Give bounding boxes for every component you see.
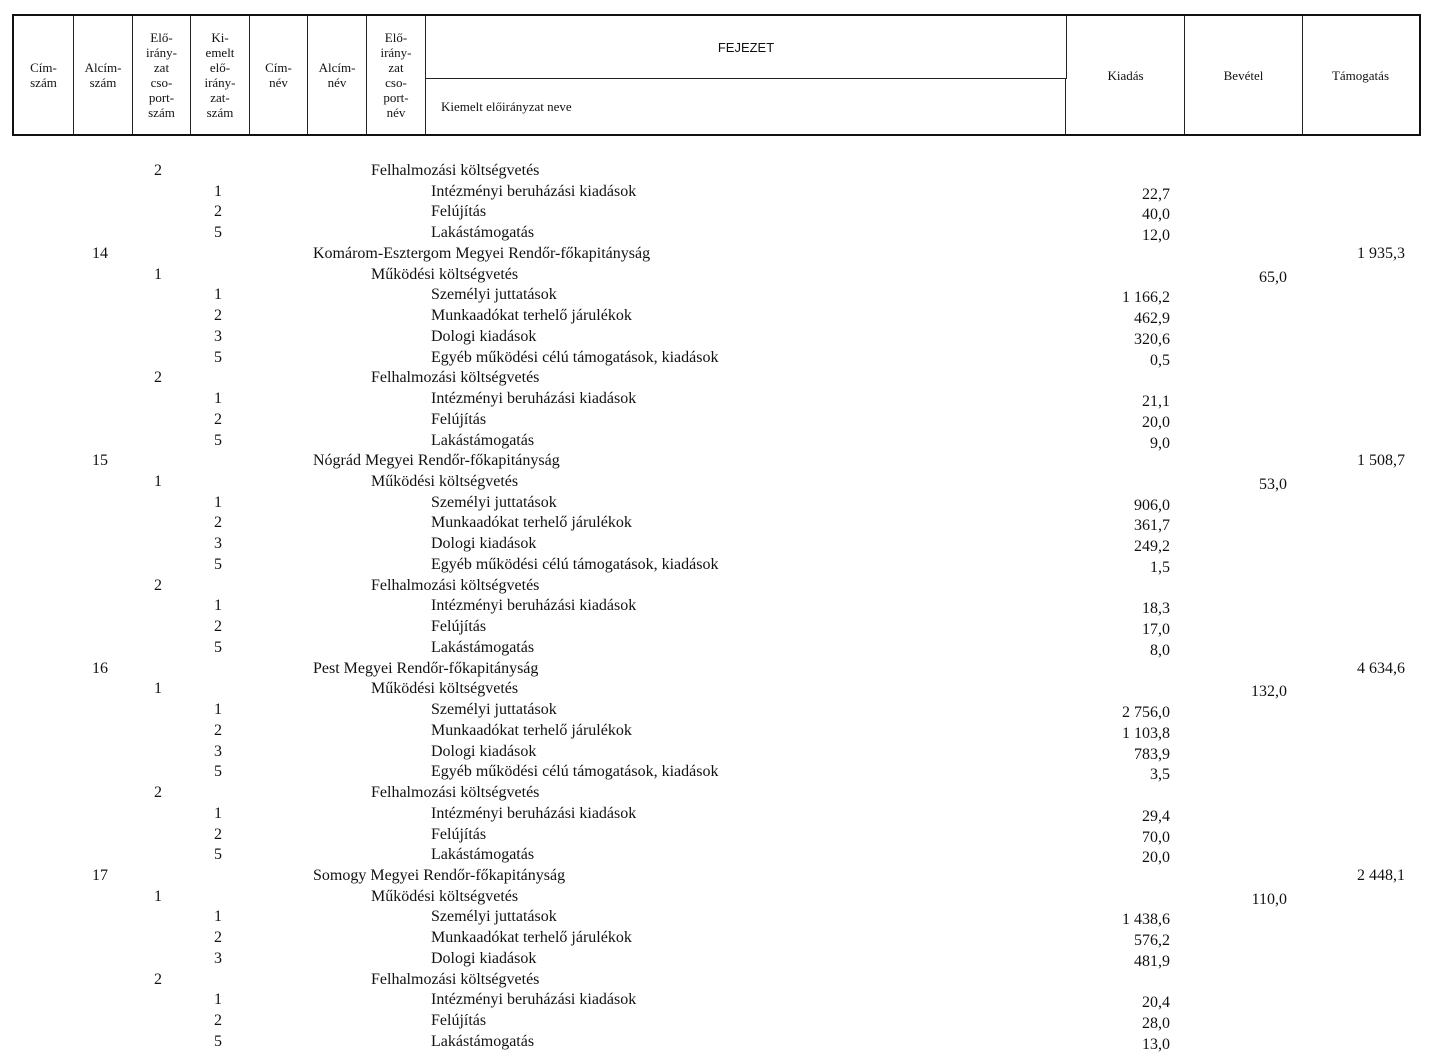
kiemelt-eloiranyzat-neve-cell: Felújítás xyxy=(431,618,487,636)
kiemelt-eloiranyzatszam-cell: 3 xyxy=(214,742,222,760)
bevetel-cell: 53,0 xyxy=(1259,476,1287,494)
kiemelt-eloiranyzatszam-cell: 2 xyxy=(214,721,222,739)
header-bevetel: Bevétel xyxy=(1185,16,1303,134)
table-row xyxy=(0,700,1430,721)
kiadas-cell: 462,9 xyxy=(1134,310,1170,328)
kiadas-cell: 9,0 xyxy=(1150,434,1170,452)
table-row xyxy=(0,493,1430,514)
table-row xyxy=(0,949,1430,970)
kiemelt-eloiranyzatszam-cell: 2 xyxy=(214,929,222,947)
kiemelt-eloiranyzat-neve-cell: Munkaadókat terhelő járulékok xyxy=(431,514,632,532)
kiadas-cell: 20,0 xyxy=(1142,413,1170,431)
kiemelt-eloiranyzat-neve-cell: Személyi juttatások xyxy=(431,908,557,926)
header-cimnev: Cím- név xyxy=(250,16,308,134)
alcimszam-cell: 2 xyxy=(154,162,162,179)
cimszam-cell: 14 xyxy=(92,244,108,262)
kiadas-cell: 12,0 xyxy=(1142,227,1170,245)
kiemelt-eloiranyzatszam-cell: 1 xyxy=(214,493,222,511)
table-row xyxy=(0,928,1430,949)
alcimszam-cell: 1 xyxy=(154,887,162,905)
kiemelt-eloiranyzatszam-cell: 3 xyxy=(214,327,222,345)
kiemelt-eloiranyzatszam-cell: 2 xyxy=(214,307,222,325)
kiadas-cell: 20,0 xyxy=(1142,849,1170,867)
table-row xyxy=(0,845,1430,866)
kiemelt-eloiranyzat-neve-cell: Felújítás xyxy=(431,1012,487,1030)
kiemelt-eloiranyzat-neve-cell: Lakástámogatás xyxy=(431,638,535,656)
eloiranyzat-csoportnev-cell: Működési költségvetés xyxy=(371,473,519,491)
kiadas-cell: 29,4 xyxy=(1142,807,1170,825)
kiadas-cell: 1 166,2 xyxy=(1122,289,1170,307)
kiadas-cell: 249,2 xyxy=(1134,538,1170,556)
kiadas-cell: 361,7 xyxy=(1134,517,1170,535)
table-row xyxy=(0,431,1430,452)
kiadas-cell: 783,9 xyxy=(1134,745,1170,763)
table-row xyxy=(0,783,1430,804)
tamogatas-cell: 2 448,1 xyxy=(1357,866,1405,884)
kiemelt-eloiranyzatszam-cell: 5 xyxy=(214,224,222,242)
kiemelt-eloiranyzatszam-cell: 1 xyxy=(214,804,222,822)
kiemelt-eloiranyzatszam-cell: 2 xyxy=(214,825,222,843)
kiemelt-eloiranyzatszam-cell: 1 xyxy=(214,286,222,304)
table-row xyxy=(0,887,1430,908)
table-row xyxy=(0,907,1430,928)
eloiranyzat-csoportnev-cell: Felhalmozási költségvetés xyxy=(371,784,540,802)
kiemelt-eloiranyzatszam-cell: 1 xyxy=(214,991,222,1009)
header-alcimszam: Alcím- szám xyxy=(74,16,133,134)
kiemelt-eloiranyzatszam-cell: 1 xyxy=(214,701,222,719)
kiadas-cell: 1 103,8 xyxy=(1122,724,1170,742)
table-row xyxy=(0,368,1430,389)
kiemelt-eloiranyzat-neve-cell: Munkaadókat terhelő járulékok xyxy=(431,307,632,325)
table-row xyxy=(0,762,1430,783)
kiadas-cell: 70,0 xyxy=(1142,828,1170,846)
kiemelt-eloiranyzatszam-cell: 2 xyxy=(214,514,222,532)
kiemelt-eloiranyzatszam-cell: 2 xyxy=(214,618,222,636)
table-row xyxy=(0,285,1430,306)
header-kiadas: Kiadás xyxy=(1067,16,1185,134)
table-header xyxy=(12,14,1421,136)
cimszam-cell: 16 xyxy=(92,659,108,677)
kiemelt-eloiranyzat-neve-cell: Dologi kiadások xyxy=(431,327,537,345)
kiadas-cell: 28,0 xyxy=(1142,1015,1170,1033)
cimnev-cell: Nógrád Megyei Rendőr-főkapitányság xyxy=(313,452,560,470)
kiemelt-eloiranyzat-neve-cell: Egyéb működési célú támogatások, kiadások xyxy=(431,555,719,573)
kiemelt-eloiranyzatszam-cell: 5 xyxy=(214,1032,222,1050)
kiemelt-eloiranyzat-neve-cell: Intézményi beruházási kiadások xyxy=(431,991,637,1009)
table-row xyxy=(0,513,1430,534)
table-row xyxy=(0,596,1430,617)
alcimszam-cell: 2 xyxy=(154,970,162,988)
table-row xyxy=(0,742,1430,763)
cimszam-cell: 17 xyxy=(92,866,108,884)
kiadas-cell: 906,0 xyxy=(1134,496,1170,514)
eloiranyzat-csoportnev-cell: Felhalmozási költségvetés xyxy=(371,162,540,179)
eloiranyzat-csoportnev-cell: Felhalmozási költségvetés xyxy=(371,369,540,387)
tamogatas-cell: 1 935,3 xyxy=(1357,244,1405,262)
kiadas-cell: 13,0 xyxy=(1142,1035,1170,1053)
kiemelt-eloiranyzat-neve-cell: Intézményi beruházási kiadások xyxy=(431,390,637,408)
table-row xyxy=(0,721,1430,742)
kiemelt-eloiranyzatszam-cell: 5 xyxy=(214,431,222,449)
kiemelt-eloiranyzat-neve-cell: Dologi kiadások xyxy=(431,742,537,760)
kiemelt-eloiranyzat-neve-cell: Lakástámogatás xyxy=(431,431,535,449)
kiemelt-eloiranyzat-neve-cell: Felújítás xyxy=(431,203,487,221)
table-row xyxy=(0,534,1430,555)
header-tamogatas: Támogatás xyxy=(1331,67,1390,83)
kiadas-cell: 20,4 xyxy=(1142,994,1170,1012)
kiadas-cell: 17,0 xyxy=(1142,621,1170,639)
table-row xyxy=(0,389,1430,410)
table-row xyxy=(0,306,1430,327)
kiadas-cell: 2 756,0 xyxy=(1122,704,1170,722)
kiemelt-eloiranyzat-neve-cell: Munkaadókat terhelő járulékok xyxy=(431,721,632,739)
table-row xyxy=(0,1011,1430,1032)
kiadas-cell: 320,6 xyxy=(1134,330,1170,348)
table-row xyxy=(0,576,1430,597)
alcimszam-cell: 1 xyxy=(154,473,162,491)
alcimszam-cell: 2 xyxy=(154,369,162,387)
cimnev-cell: Komárom-Esztergom Megyei Rendőr-főkapitányság xyxy=(313,244,651,262)
kiemelt-eloiranyzatszam-cell: 5 xyxy=(214,846,222,864)
table-row xyxy=(0,472,1430,493)
bevetel-cell: 132,0 xyxy=(1251,683,1287,701)
table-row xyxy=(0,348,1430,369)
table-body xyxy=(0,161,1430,1053)
table-row xyxy=(0,410,1430,431)
table-row xyxy=(0,202,1430,223)
kiemelt-eloiranyzatszam-cell: 2 xyxy=(214,410,222,428)
eloiranyzat-csoportnev-cell: Felhalmozási költségvetés xyxy=(371,576,540,594)
kiemelt-eloiranyzatszam-cell: 5 xyxy=(214,348,222,366)
kiemelt-eloiranyzat-neve-cell: Egyéb működési célú támogatások, kiadások xyxy=(431,348,719,366)
table-row xyxy=(0,555,1430,576)
kiadas-cell: 1,5 xyxy=(1150,558,1170,576)
cimnev-cell: Somogy Megyei Rendőr-főkapitányság xyxy=(313,866,566,884)
kiemelt-eloiranyzat-neve-cell: Lakástámogatás xyxy=(431,846,535,864)
kiemelt-eloiranyzatszam-cell: 1 xyxy=(214,182,222,200)
table-row xyxy=(0,679,1430,700)
kiemelt-eloiranyzatszam-cell: 1 xyxy=(214,390,222,408)
tamogatas-cell: 1 508,7 xyxy=(1357,452,1405,470)
kiemelt-eloiranyzatszam-cell: 5 xyxy=(214,555,222,573)
kiemelt-eloiranyzatszam-cell: 5 xyxy=(214,763,222,781)
kiemelt-eloiranyzatszam-cell: 5 xyxy=(214,638,222,656)
kiemelt-eloiranyzatszam-cell: 3 xyxy=(214,535,222,553)
bevetel-cell: 65,0 xyxy=(1259,268,1287,286)
cimszam-cell: 15 xyxy=(92,452,108,470)
kiadas-cell: 21,1 xyxy=(1142,393,1170,411)
header-eloiranyzat-csoportnev: Elő- irány- zat cso- port- név xyxy=(367,16,426,134)
kiadas-cell: 18,3 xyxy=(1142,600,1170,618)
table-row xyxy=(0,451,1430,472)
kiemelt-eloiranyzat-neve-cell: Személyi juttatások xyxy=(431,493,557,511)
kiadas-cell: 1 438,6 xyxy=(1122,911,1170,929)
kiemelt-eloiranyzat-neve-cell: Személyi juttatások xyxy=(431,701,557,719)
table-row xyxy=(0,223,1430,244)
kiemelt-eloiranyzat-neve-cell: Munkaadókat terhelő járulékok xyxy=(431,929,632,947)
kiemelt-eloiranyzat-neve-cell: Dologi kiadások xyxy=(431,949,537,967)
table-row xyxy=(0,638,1430,659)
table-row xyxy=(0,327,1430,348)
kiemelt-eloiranyzatszam-cell: 1 xyxy=(214,597,222,615)
eloiranyzat-csoportnev-cell: Felhalmozási költségvetés xyxy=(371,970,540,988)
kiemelt-eloiranyzatszam-cell: 2 xyxy=(214,203,222,221)
kiemelt-eloiranyzatszam-cell: 3 xyxy=(214,949,222,967)
kiadas-cell: 8,0 xyxy=(1150,641,1170,659)
alcimszam-cell: 1 xyxy=(154,265,162,283)
table-row xyxy=(0,825,1430,846)
cimnev-cell: Pest Megyei Rendőr-főkapitányság xyxy=(313,659,539,677)
table-row xyxy=(0,990,1430,1011)
header-kiemelt-eloiranyzatszam: Ki- emelt elő- irány- zat- szám xyxy=(191,16,250,134)
eloiranyzat-csoportnev-cell: Működési költségvetés xyxy=(371,680,519,698)
table-row xyxy=(0,804,1430,825)
header-alcimnev: Alcím- név xyxy=(308,16,367,134)
table-row xyxy=(0,182,1430,203)
header-cimszam: Cím- szám xyxy=(14,16,74,134)
header-eloiranyzat-csoportszam: Elő- irány- zat cso- port- szám xyxy=(133,16,191,134)
kiemelt-eloiranyzat-neve-cell: Felújítás xyxy=(431,410,487,428)
kiemelt-eloiranyzatszam-cell: 2 xyxy=(214,1012,222,1030)
kiemelt-eloiranyzat-neve-cell: Egyéb működési célú támogatások, kiadások xyxy=(431,763,719,781)
kiemelt-eloiranyzat-neve-cell: Intézményi beruházási kiadások xyxy=(431,597,637,615)
kiemelt-eloiranyzat-neve-cell: Felújítás xyxy=(431,825,487,843)
header-kiemelt-eloiranyzat-neve: Kiemelt előirányzat neve xyxy=(426,79,1066,134)
kiemelt-eloiranyzat-neve-cell: Személyi juttatások xyxy=(431,286,557,304)
bevetel-cell: 110,0 xyxy=(1251,890,1287,908)
alcimszam-cell: 2 xyxy=(154,576,162,594)
eloiranyzat-csoportnev-cell: Működési költségvetés xyxy=(371,265,519,283)
kiemelt-eloiranyzat-neve-cell: Dologi kiadások xyxy=(431,535,537,553)
alcimszam-cell: 1 xyxy=(154,680,162,698)
tamogatas-cell: 4 634,6 xyxy=(1357,659,1405,677)
kiemelt-eloiranyzat-neve-cell: Lakástámogatás xyxy=(431,1032,535,1050)
kiemelt-eloiranyzat-neve-cell: Intézményi beruházási kiadások xyxy=(431,804,637,822)
table-row xyxy=(0,244,1430,265)
header-fejezet: FEJEZET xyxy=(426,16,1067,79)
table-row xyxy=(0,265,1430,286)
table-row xyxy=(0,659,1430,680)
kiadas-cell: 3,5 xyxy=(1150,766,1170,784)
table-row xyxy=(0,617,1430,638)
kiemelt-eloiranyzat-neve-cell: Intézményi beruházási kiadások xyxy=(431,182,637,200)
kiadas-cell: 22,7 xyxy=(1142,185,1170,203)
table-row xyxy=(0,970,1430,991)
eloiranyzat-csoportnev-cell: Működési költségvetés xyxy=(371,887,519,905)
table-row xyxy=(0,866,1430,887)
alcimszam-cell: 2 xyxy=(154,784,162,802)
kiemelt-eloiranyzatszam-cell: 1 xyxy=(214,908,222,926)
kiadas-cell: 40,0 xyxy=(1142,206,1170,224)
kiadas-cell: 0,5 xyxy=(1150,351,1170,369)
kiemelt-eloiranyzat-neve-cell: Lakástámogatás xyxy=(431,224,535,242)
kiadas-cell: 481,9 xyxy=(1134,952,1170,970)
table-row xyxy=(0,161,1430,182)
kiadas-cell: 576,2 xyxy=(1134,932,1170,950)
table-row xyxy=(0,1032,1430,1053)
